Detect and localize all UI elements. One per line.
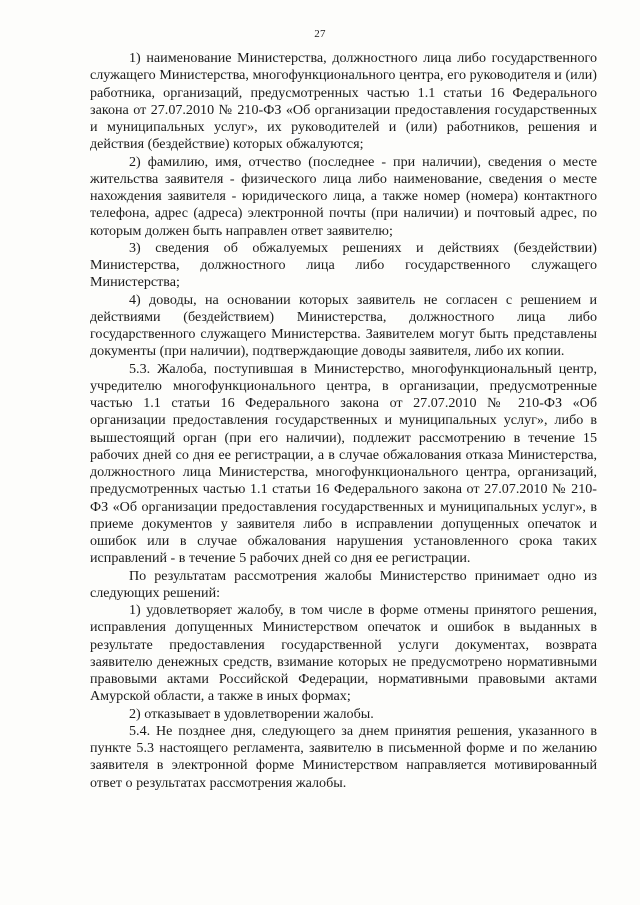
paragraph-section-5-4: 5.4. Не позднее дня, следующего за днем принятия решения, указанного в пункте 5.3 настоящего регламента, заявителю в письменной форме и по желанию заявителя в электронной форме Министерством направляется мотивированный ответ о результатах рассмотрения жалобы. [90, 722, 597, 791]
paragraph-item-1: 1) наименование Министерства, должностного лица либо государственного служащего Министерства, многофункционального центра, его руководителя и (или) работника, организаций, предусмотренных частью 1.1 статьи 16 Федерального закона от 27.07.2010 № 210-ФЗ «Об организации предоставления государственных и муниципальных услуг», их руководителей и (или) работников, решения и действия (бездействие) которых обжалуются; [90, 50, 597, 153]
paragraph-decisions-intro: По результатам рассмотрения жалобы Министерство принимает одно из следующих решений: [90, 567, 597, 601]
paragraph-decision-2: 2) отказывает в удовлетворении жалобы. [129, 705, 374, 722]
paragraph-section-5-3: 5.3. Жалоба, поступившая в Министерство, многофункциональный центр, учредителю многофункционального центра, в организации, предусмотренные частью 1.1 статьи 16 Федерального закона от 27.07.2010 № 210-ФЗ «Об организации предоставления государственных и муниципальных услуг», либо в вышестоящий орган (при его наличии), подлежит рассмотрению в течение 15 рабочих дней со дня ее регистрации, а в случае обжалования отказа Министерства, должностного лица Министерства, многофункционального центра, организаций, предусмотренных частью 1.1 статьи 16 Федерального закона от 27.07.2010 № 210-ФЗ «Об организации предоставления государственных и муниципальных услуг», в приеме документов у заявителя либо в исправлении допущенных опечаток и ошибок или в случае обжалования нарушения установленного срока таких исправлений - в течение 5 рабочих дней со дня ее регистрации. [90, 360, 597, 567]
paragraph-item-4: 4) доводы, на основании которых заявитель не согласен с решением и действиями (бездействием) Министерства, должностного лица либо государственного служащего Министерства. Заявителем могут быть представлены документы (при наличии), подтверждающие доводы заявителя, либо их копии. [90, 291, 597, 360]
paragraph-item-3: 3) сведения об обжалуемых решениях и действиях (бездействии) Министерства, должностного лица либо государственного служащего Министерства; [90, 239, 597, 291]
paragraph-decision-1: 1) удовлетворяет жалобу, в том числе в форме отмены принятого решения, исправления допущенных Министерством опечаток и ошибок в выданных в результате предоставления государственной услуги документах, возврата заявителю денежных средств, взимание которых не предусмотрено нормативными правовыми актами Российской Федерации, нормативными правовыми актами Амурской области, а также в иных формах; [90, 602, 597, 705]
document-body [90, 50, 597, 792]
paragraph-item-2: 2) фамилию, имя, отчество (последнее - при наличии), сведения о месте жительства заявителя - физического лица либо наименование, сведения о месте нахождения заявителя - юридического лица, а также номер (номера) контактного телефона, адрес (адреса) электронной почты (при наличии) и почтовый адрес, по которым должен быть направлен ответ заявителю; [90, 153, 597, 239]
page-number: 27 [314, 28, 326, 40]
